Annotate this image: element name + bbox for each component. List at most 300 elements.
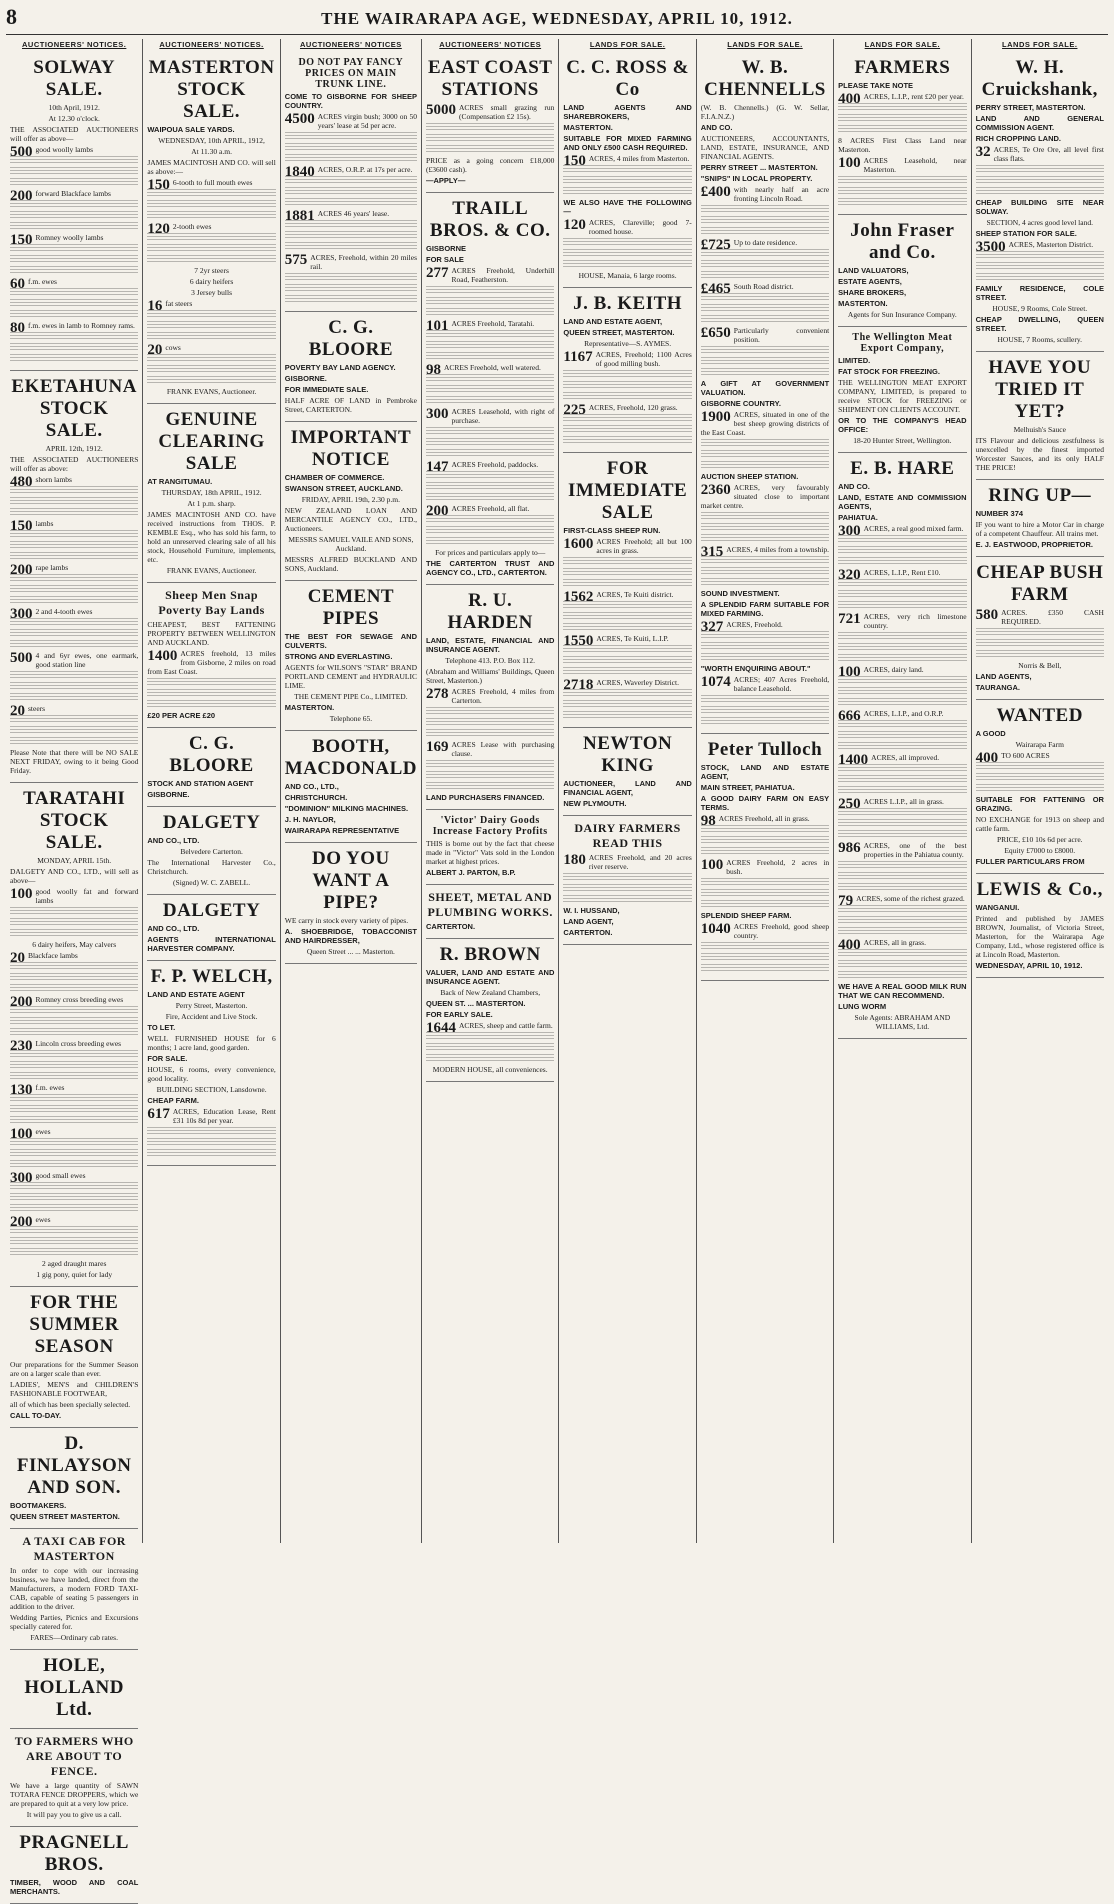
ad-line: FRANK EVANS, Auctioneer. — [166, 387, 257, 396]
ad-title: WANTED — [996, 705, 1083, 726]
ad-title: DAIRY FARMERS READ THIS — [574, 821, 681, 850]
ad-line: 1900 ACRES, situated in one of the best sheep growing districts of the East Coast. — [700, 409, 830, 437]
body-text-lines — [10, 1017, 138, 1026]
body-text-lines — [426, 718, 554, 727]
ad-line: FARES—Ordinary cab rates. — [30, 1633, 118, 1642]
body-text-lines — [10, 1028, 138, 1037]
ad-line: 5000 ACRES small grazing run (Compensation £2 15s). — [426, 102, 555, 121]
ad-line: 1400 ACRES, all improved. — [838, 752, 940, 768]
body-text-lines — [10, 973, 138, 982]
ad-title: CHEAP BUSH FARM — [976, 562, 1104, 605]
ad-line: £465 South Road district. — [700, 281, 794, 297]
body-text-lines — [10, 1138, 138, 1147]
ad-line: 200 ACRES Freehold, all flat. — [426, 503, 530, 519]
ad-title: CEMENT PIPES — [307, 586, 395, 629]
body-text-lines — [563, 187, 691, 196]
ad-line: WE carry in stock every variety of pipes. — [284, 916, 409, 925]
body-text-lines — [701, 523, 829, 532]
ad-line: 315 ACRES, 4 miles from a township. — [700, 544, 829, 560]
body-text-lines — [701, 271, 829, 280]
body-text-lines — [563, 689, 691, 698]
ad-line: FOR EARLY SALE. — [426, 1010, 493, 1019]
ad-line: Representative—S. AYMES. — [584, 339, 672, 348]
ad-line: "SNIPS" IN LOCAL PROPERTY. — [700, 174, 813, 183]
body-text-lines — [285, 132, 417, 141]
body-text-lines — [10, 618, 138, 627]
ad-line: The International Harvester Co., Christchurch. — [147, 858, 276, 876]
ad-line: THIS is borne out by the fact that cheese made in "Victor" Vats sold in the London market at highest prices. — [426, 839, 555, 866]
ad-title: DO NOT PAY FANCY PRICES ON MAIN TRUNK LINE. — [298, 57, 404, 90]
body-text-lines — [10, 640, 138, 649]
ad-line: RICH CROPPING LAND. — [975, 134, 1061, 143]
masthead — [6, 4, 1108, 35]
body-text-lines — [838, 775, 966, 784]
body-text-lines — [426, 526, 554, 535]
body-text-lines — [10, 255, 138, 264]
body-text-lines — [701, 825, 829, 834]
ad-line: SWANSON STREET, AUCKLAND. — [284, 484, 403, 493]
body-text-lines — [10, 1193, 138, 1202]
ad-line: SPLENDID SHEEP FARM. — [700, 911, 792, 920]
ad-line: AUCTION SHEEP STATION. — [700, 472, 799, 481]
ad-line: A GOOD — [975, 729, 1006, 738]
advertisement — [285, 52, 417, 312]
body-text-lines — [10, 1160, 138, 1169]
ad-line: 225 ACRES, Freehold, 120 grass. — [563, 402, 678, 418]
ad-line: MAIN STREET, PAHIATUA. — [700, 783, 795, 792]
body-text-lines — [147, 1138, 275, 1147]
advertisement — [426, 810, 554, 885]
body-text-lines — [838, 830, 966, 839]
ad-line: 100 ewes — [10, 1126, 51, 1142]
body-text-lines — [426, 760, 554, 769]
ad-line: FOR IMMEDIATE SALE. — [284, 385, 369, 394]
ad-line: GISBORNE. — [147, 790, 190, 799]
ad-line: TO LET. — [147, 1023, 176, 1032]
ad-line: CHRISTCHURCH. — [284, 793, 348, 802]
advertisement — [285, 581, 417, 731]
body-text-lines — [701, 717, 829, 726]
ad-line: JAMES MACINTOSH AND CO. have received instructions from THOS. P. KEMBLE Esq., who has sold his farm, to hold an unreserved clearing sale of all his stock, Household Furniture, implements, etc. — [147, 510, 276, 564]
ad-line: 1400 ACRES freehold, 13 miles from Gisborne, 2 miles on road from East Coast. — [147, 648, 276, 676]
body-text-lines — [10, 1248, 138, 1257]
ad-line: CARTERTON. — [426, 922, 476, 931]
advertisement — [563, 728, 691, 816]
ad-line: 327 ACRES, Freehold. — [700, 619, 783, 635]
ad-line: 200 Romney cross breeding ewes — [10, 994, 124, 1010]
ad-line: SHARE BROKERS, — [838, 288, 907, 297]
body-text-lines — [426, 385, 554, 394]
columns-container — [6, 39, 1108, 1896]
ad-line: Wairarapa Farm — [1015, 740, 1064, 749]
body-text-lines — [10, 671, 138, 680]
ad-line: 200 rape lambs — [10, 562, 69, 578]
ad-line: (Signed) W. C. ZABELL. — [173, 878, 251, 887]
advertisement — [10, 1650, 138, 1729]
body-text-lines — [285, 220, 417, 229]
body-text-lines — [838, 125, 966, 134]
ad-line: 100 ACRES, dairy land. — [838, 664, 924, 680]
ad-title: The Wellington Meat Export Company, — [852, 332, 953, 354]
page-number: 8 — [6, 4, 17, 29]
advertisement — [563, 816, 691, 945]
body-text-lines — [701, 953, 829, 962]
ad-line: (W. B. Chennells.) (G. W. Sellar, F.I.A.N.Z.) — [700, 103, 830, 121]
ad-line: 20 cows — [147, 342, 181, 358]
advertisement — [10, 1529, 138, 1650]
body-text-lines — [426, 493, 554, 502]
body-text-lines — [838, 742, 966, 751]
ad-line: 169 ACRES Lease with purchasing clause. — [426, 739, 555, 758]
ad-line: 2 aged draught mares — [42, 1259, 107, 1268]
body-text-lines — [147, 700, 275, 709]
ad-line: 2360 ACRES, very favourably situated close to important market centre. — [700, 482, 830, 510]
ad-title: LEWIS & Co., — [976, 879, 1103, 900]
body-text-lines — [426, 134, 554, 143]
body-text-lines — [426, 123, 554, 132]
advertisement — [976, 352, 1104, 480]
ad-line: LAND, ESTATE, FINANCIAL AND INSURANCE AGENT. — [426, 636, 555, 654]
body-text-lines — [426, 1043, 554, 1052]
body-text-lines — [976, 273, 1104, 282]
ad-title: FOR THE SUMMER SEASON — [29, 1292, 119, 1357]
body-text-lines — [10, 715, 138, 724]
body-text-lines — [838, 731, 966, 740]
body-text-lines — [838, 114, 966, 123]
ad-title: C. G. BLOORE — [308, 317, 394, 360]
ad-line: Norris & Bell, — [1018, 661, 1062, 670]
ad-line: AUCTIONEER, LAND AND FINANCIAL AGENT, — [563, 779, 692, 797]
ad-line: NUMBER 374 — [975, 509, 1024, 518]
ad-line: —APPLY— — [426, 176, 466, 185]
ad-line: 100 ACRES Freehold, 2 acres in bush. — [700, 857, 830, 876]
ad-line: E. J. EASTWOOD, PROPRIETOR. — [975, 540, 1093, 549]
body-text-lines — [147, 354, 275, 363]
body-text-lines — [701, 249, 829, 258]
ad-line: WE HAVE A REAL GOOD MILK RUN THAT WE CAN RECOMMEND. — [838, 982, 967, 1000]
advertisement — [147, 895, 275, 961]
ad-line: 1562 ACRES, Te Kuiti district. — [563, 589, 674, 605]
body-text-lines — [838, 579, 966, 588]
body-text-lines — [563, 557, 691, 566]
ad-line: JAMES MACINTOSH AND CO. will sell as above:— — [147, 158, 276, 176]
body-text-lines — [10, 200, 138, 209]
body-text-lines — [285, 187, 417, 196]
ad-line: CALL TO-DAY. — [10, 1411, 62, 1420]
body-text-lines — [701, 836, 829, 845]
ad-line: ALBERT J. PARTON, B.P. — [426, 868, 516, 877]
ad-line: 400 ACRES, all in grass. — [838, 937, 926, 953]
body-text-lines — [147, 310, 275, 319]
ad-line: J. H. NAYLOR, — [284, 815, 336, 824]
body-text-lines — [426, 1032, 554, 1041]
ad-line: 4500 ACRES virgin bush; 3000 on 50 years' lease at 5d per acre. — [284, 111, 417, 130]
body-text-lines — [10, 354, 138, 363]
ad-line: 300 ACRES Leasehold, with right of purchase. — [426, 406, 555, 425]
ad-line: LAND AGENTS, — [975, 672, 1032, 681]
body-text-lines — [10, 962, 138, 971]
body-text-lines — [701, 450, 829, 459]
ad-line: LAND PURCHASERS FINANCED. — [426, 793, 545, 802]
ad-line: AGENTS INTERNATIONAL HARVESTER COMPANY. — [147, 935, 276, 953]
ad-line: Fire, Accident and Live Stock. — [165, 1012, 258, 1021]
ad-line: AND CO., LTD. — [147, 924, 200, 933]
ad-title: EKETAHUNA STOCK SALE. — [11, 376, 137, 441]
advertisement — [10, 371, 138, 783]
body-text-lines — [563, 601, 691, 610]
ad-line: WAIRARAPA REPRESENTATIVE — [284, 826, 400, 835]
ad-line: Agents for Sun Insurance Company. — [847, 310, 957, 319]
ad-line: Back of New Zealand Chambers, — [440, 988, 541, 997]
body-text-lines — [285, 154, 417, 163]
ad-line: LAND AND ESTATE AGENT — [147, 990, 245, 999]
ad-line: GISBORNE — [426, 244, 467, 253]
body-text-lines — [976, 187, 1104, 196]
advertisement — [147, 583, 275, 728]
ad-line: "DOMINION" MILKING MACHINES. — [284, 804, 409, 813]
body-text-lines — [285, 242, 417, 251]
advertisement — [426, 585, 554, 810]
body-text-lines — [426, 297, 554, 306]
body-text-lines — [147, 189, 275, 198]
ad-line: 3500 ACRES, Masterton District. — [975, 239, 1094, 255]
ad-title: SHEET, METAL AND PLUMBING WORKS. — [427, 890, 553, 919]
body-text-lines — [976, 784, 1104, 793]
advertisement — [147, 52, 275, 404]
ad-line: FRIDAY, APRIL 19th, 2.30 p.m. — [301, 495, 401, 504]
body-text-lines — [147, 200, 275, 209]
body-text-lines — [426, 145, 554, 154]
ad-line: NEW ZEALAND LOAN AND MERCANTILE AGENCY CO., LTD., Auctioneers. — [284, 506, 417, 533]
body-text-lines — [147, 255, 275, 264]
body-text-lines — [426, 286, 554, 295]
advertisement — [838, 327, 966, 453]
ad-line: NEW PLYMOUTH. — [563, 799, 627, 808]
body-text-lines — [10, 244, 138, 253]
ad-line: LIMITED. — [838, 356, 871, 365]
ad-line: 300 2 and 4-tooth ewes — [10, 606, 93, 622]
body-text-lines — [976, 251, 1104, 260]
ad-line: Telephone 413. P.O. Box 112. — [445, 656, 535, 665]
ad-title: R. U. HARDEN — [447, 590, 533, 633]
ad-line: 1167 ACRES, Freehold; 1100 Acres of good milling bush. — [563, 349, 692, 368]
ad-title: DALGETY — [162, 900, 261, 921]
body-text-lines — [701, 878, 829, 887]
ad-line: Sole Agents: ABRAHAM AND WILLIAMS, Ltd. — [854, 1013, 951, 1031]
body-text-lines — [701, 631, 829, 640]
body-text-lines — [976, 165, 1104, 174]
section-heading: LANDS FOR SALE. — [589, 40, 666, 49]
body-text-lines — [10, 726, 138, 735]
body-text-lines — [563, 700, 691, 709]
ad-line: BOOTMAKERS. — [10, 1501, 67, 1510]
ad-line: AGENTS for WILSON'S "STAR" BRAND PORTLAND CEMENT and HYDRAULIC LIME. — [284, 663, 417, 690]
ad-line: 1840 ACRES, O.R.P. at 17s per acre. — [284, 164, 413, 180]
ad-line: HOUSE, Manaia, 6 large rooms. — [578, 271, 677, 280]
ad-line: THURSDAY, 18th APRIL, 1912. — [161, 488, 262, 497]
column-1 — [6, 39, 143, 1896]
body-text-lines — [426, 308, 554, 317]
section-heading: AUCTIONEERS' NOTICES — [439, 40, 542, 49]
body-text-lines — [838, 654, 966, 663]
ad-line: Queen Street ... ... Masterton. — [306, 947, 395, 956]
ad-line: PRICE, £10 10s 6d per acre. — [996, 835, 1083, 844]
ad-line: LAND, ESTATE AND COMMISSION AGENTS, — [838, 493, 967, 511]
body-text-lines — [838, 960, 966, 969]
body-text-lines — [10, 929, 138, 938]
ad-line: WEDNESDAY, 10th APRIL, 1912, — [158, 136, 265, 145]
body-text-lines — [563, 176, 691, 185]
ad-line: 986 ACRES, one of the best properties in the Pahiatua county. — [838, 840, 967, 859]
ad-title: E. B. HARE — [850, 458, 955, 479]
body-text-lines — [701, 964, 829, 973]
body-text-lines — [285, 143, 417, 152]
ad-line: £650 Particularly convenient position. — [700, 325, 830, 344]
advertisement — [10, 783, 138, 1287]
ad-title: MASTERTON STOCK SALE. — [148, 57, 275, 122]
body-text-lines — [701, 942, 829, 951]
ad-line: 150 6-tooth to full mouth ewes — [147, 177, 253, 193]
ad-line: POVERTY BAY LAND AGENCY. — [284, 363, 396, 372]
body-text-lines — [147, 678, 275, 687]
ad-line: 7 2yr steers — [194, 266, 229, 275]
ad-title: TO FARMERS WHO ARE ABOUT TO FENCE. — [14, 1734, 134, 1778]
column-5 — [559, 39, 696, 1543]
ad-line: 250 ACRES L.I.P., all in grass. — [838, 796, 944, 812]
body-text-lines — [147, 1127, 275, 1136]
ad-line: 721 ACRES, very rich limestone country. — [838, 611, 967, 630]
ad-line: At 12.30 o'clock. — [48, 114, 100, 123]
ad-line: In order to cope with our increasing business, we have landed, direct from the Manufacturers, a modern FORD TAXI-CAB, capable of seating 5 passengers in addition to the driver. — [10, 1566, 139, 1611]
ad-line: CHAMBER OF COMMERCE. — [284, 473, 385, 482]
ad-line: WE ALSO HAVE THE FOLLOWING— — [563, 198, 692, 216]
body-text-lines — [701, 315, 829, 324]
ad-line: 300 ACRES, a real good mixed farm. — [838, 523, 964, 539]
body-text-lines — [10, 984, 138, 993]
ad-title: TRAILL BROS. & CO. — [429, 198, 551, 241]
body-text-lines — [701, 205, 829, 214]
ad-line: QUEEN STREET MASTERTON. — [10, 1512, 120, 1521]
ad-title: Peter Tulloch — [707, 739, 823, 760]
ad-title: D. FINLAYSON AND SON. — [16, 1433, 132, 1498]
ad-line: HOUSE, 6 rooms, every convenience, good locality. — [147, 1065, 276, 1083]
ad-line: CHEAP DWELLING, QUEEN STREET. — [975, 315, 1104, 333]
body-text-lines — [838, 198, 966, 207]
ad-line: 1600 ACRES Freehold; all but 100 acres in grass. — [563, 536, 692, 555]
body-text-lines — [10, 629, 138, 638]
ad-line: STOCK, LAND AND ESTATE AGENT, — [700, 763, 830, 781]
body-text-lines — [976, 773, 1104, 782]
ad-line: FIRST-CLASS SHEEP RUN. — [563, 526, 661, 535]
body-text-lines — [147, 1149, 275, 1158]
ad-title: HOLE, HOLLAND Ltd. — [24, 1655, 124, 1720]
body-text-lines — [426, 396, 554, 405]
ad-line: (Abraham and Williams' Buildings, Queen Street, Masterton.) — [426, 667, 555, 685]
ad-line: FRANK EVANS, Auctioneer. — [166, 566, 257, 575]
advertisement — [976, 700, 1104, 874]
advertisement — [976, 480, 1104, 557]
body-text-lines — [285, 176, 417, 185]
section-heading: LANDS FOR SALE. — [1002, 40, 1078, 49]
ad-line: CARTERTON. — [563, 928, 613, 937]
ad-line: For prices and particulars apply to— — [435, 548, 546, 557]
body-text-lines — [701, 293, 829, 302]
ad-line: Wedding Parties, Picnics and Excursions specially catered for. — [10, 1613, 139, 1631]
body-text-lines — [10, 288, 138, 297]
body-text-lines — [426, 782, 554, 791]
ad-title: C. C. ROSS & Co — [566, 57, 689, 100]
ad-line: FAT STOCK FOR FREEZING. — [838, 367, 940, 376]
body-text-lines — [976, 650, 1104, 659]
body-text-lines — [838, 643, 966, 652]
body-text-lines — [563, 238, 691, 247]
ad-line: COME TO GISBORNE FOR SHEEP COUNTRY. — [284, 92, 417, 110]
body-text-lines — [10, 1149, 138, 1158]
body-text-lines — [701, 578, 829, 587]
ad-line: LAND AND GENERAL COMMISSION AGENT. — [975, 114, 1104, 132]
ad-line: 400 ACRES, L.I.P., rent £20 per year. — [838, 91, 964, 107]
ad-line: ESTATE AGENTS, — [838, 277, 902, 286]
ad-line: HOUSE, 7 Rooms, scullery. — [997, 335, 1083, 344]
body-text-lines — [701, 900, 829, 909]
ad-line: SOUND INVESTMENT. — [700, 589, 780, 598]
ad-title: EAST COAST STATIONS — [427, 57, 553, 100]
body-text-lines — [147, 211, 275, 220]
ad-line: 79 ACRES, some of the richest grazed. — [838, 893, 965, 909]
ad-line: FAMILY RESIDENCE, COLE STREET. — [975, 284, 1104, 302]
ad-line: THE CARTERTON TRUST AND AGENCY CO., LTD., CARTERTON. — [426, 559, 555, 577]
body-text-lines — [976, 628, 1104, 637]
body-text-lines — [10, 343, 138, 352]
ad-line: A. SHOEBRIDGE, TOBACCONIST AND HAIRDRESSER, — [284, 927, 417, 945]
ad-line: 20 steers — [10, 703, 46, 719]
ad-title: NEWTON KING — [582, 733, 673, 776]
advertisement — [563, 453, 691, 728]
ad-line: At 11.30 a.m. — [191, 147, 232, 156]
body-text-lines — [701, 534, 829, 543]
ad-line: FULLER PARTICULARS FROM — [975, 857, 1085, 866]
body-text-lines — [838, 872, 966, 881]
ad-line: 6 dairy heifers, May calvers — [32, 940, 117, 949]
advertisement — [701, 52, 829, 734]
body-text-lines — [426, 729, 554, 738]
ad-line: 320 ACRES, L.I.P., Rent £10. — [838, 567, 941, 583]
body-text-lines — [10, 178, 138, 187]
body-text-lines — [10, 1061, 138, 1070]
body-text-lines — [563, 612, 691, 621]
body-text-lines — [838, 546, 966, 555]
ad-line: TIMBER, WOOD AND COAL MERCHANTS. — [10, 1878, 139, 1896]
ad-line: 400 TO 600 ACRES — [975, 750, 1050, 766]
column-7 — [834, 39, 971, 1543]
ad-line: PERRY STREET ... MASTERTON. — [700, 163, 818, 172]
ad-line: 100 good woolly fat and forward lambs — [10, 886, 139, 905]
ad-line: 98 ACRES Freehold, all in grass. — [700, 813, 810, 829]
ad-line: 60 f.m. ewes — [10, 276, 57, 292]
ad-line: VALUER, LAND AND ESTATE AND INSURANCE AGENT. — [426, 968, 555, 986]
body-text-lines — [838, 916, 966, 925]
body-text-lines — [701, 567, 829, 576]
body-text-lines — [10, 1094, 138, 1103]
ad-line: Telephone 65. — [329, 714, 373, 723]
body-text-lines — [701, 653, 829, 662]
ad-title: GENUINE CLEARING SALE — [158, 409, 265, 474]
advertisement — [147, 807, 275, 895]
body-text-lines — [838, 632, 966, 641]
body-text-lines — [10, 266, 138, 275]
ad-line: ITS Flavour and delicious zestfulness is unexcelled by the finest imported Worcester Sauces, and its only HALF THE PRICE! — [975, 436, 1104, 472]
ad-line: AND CO. — [838, 482, 870, 491]
